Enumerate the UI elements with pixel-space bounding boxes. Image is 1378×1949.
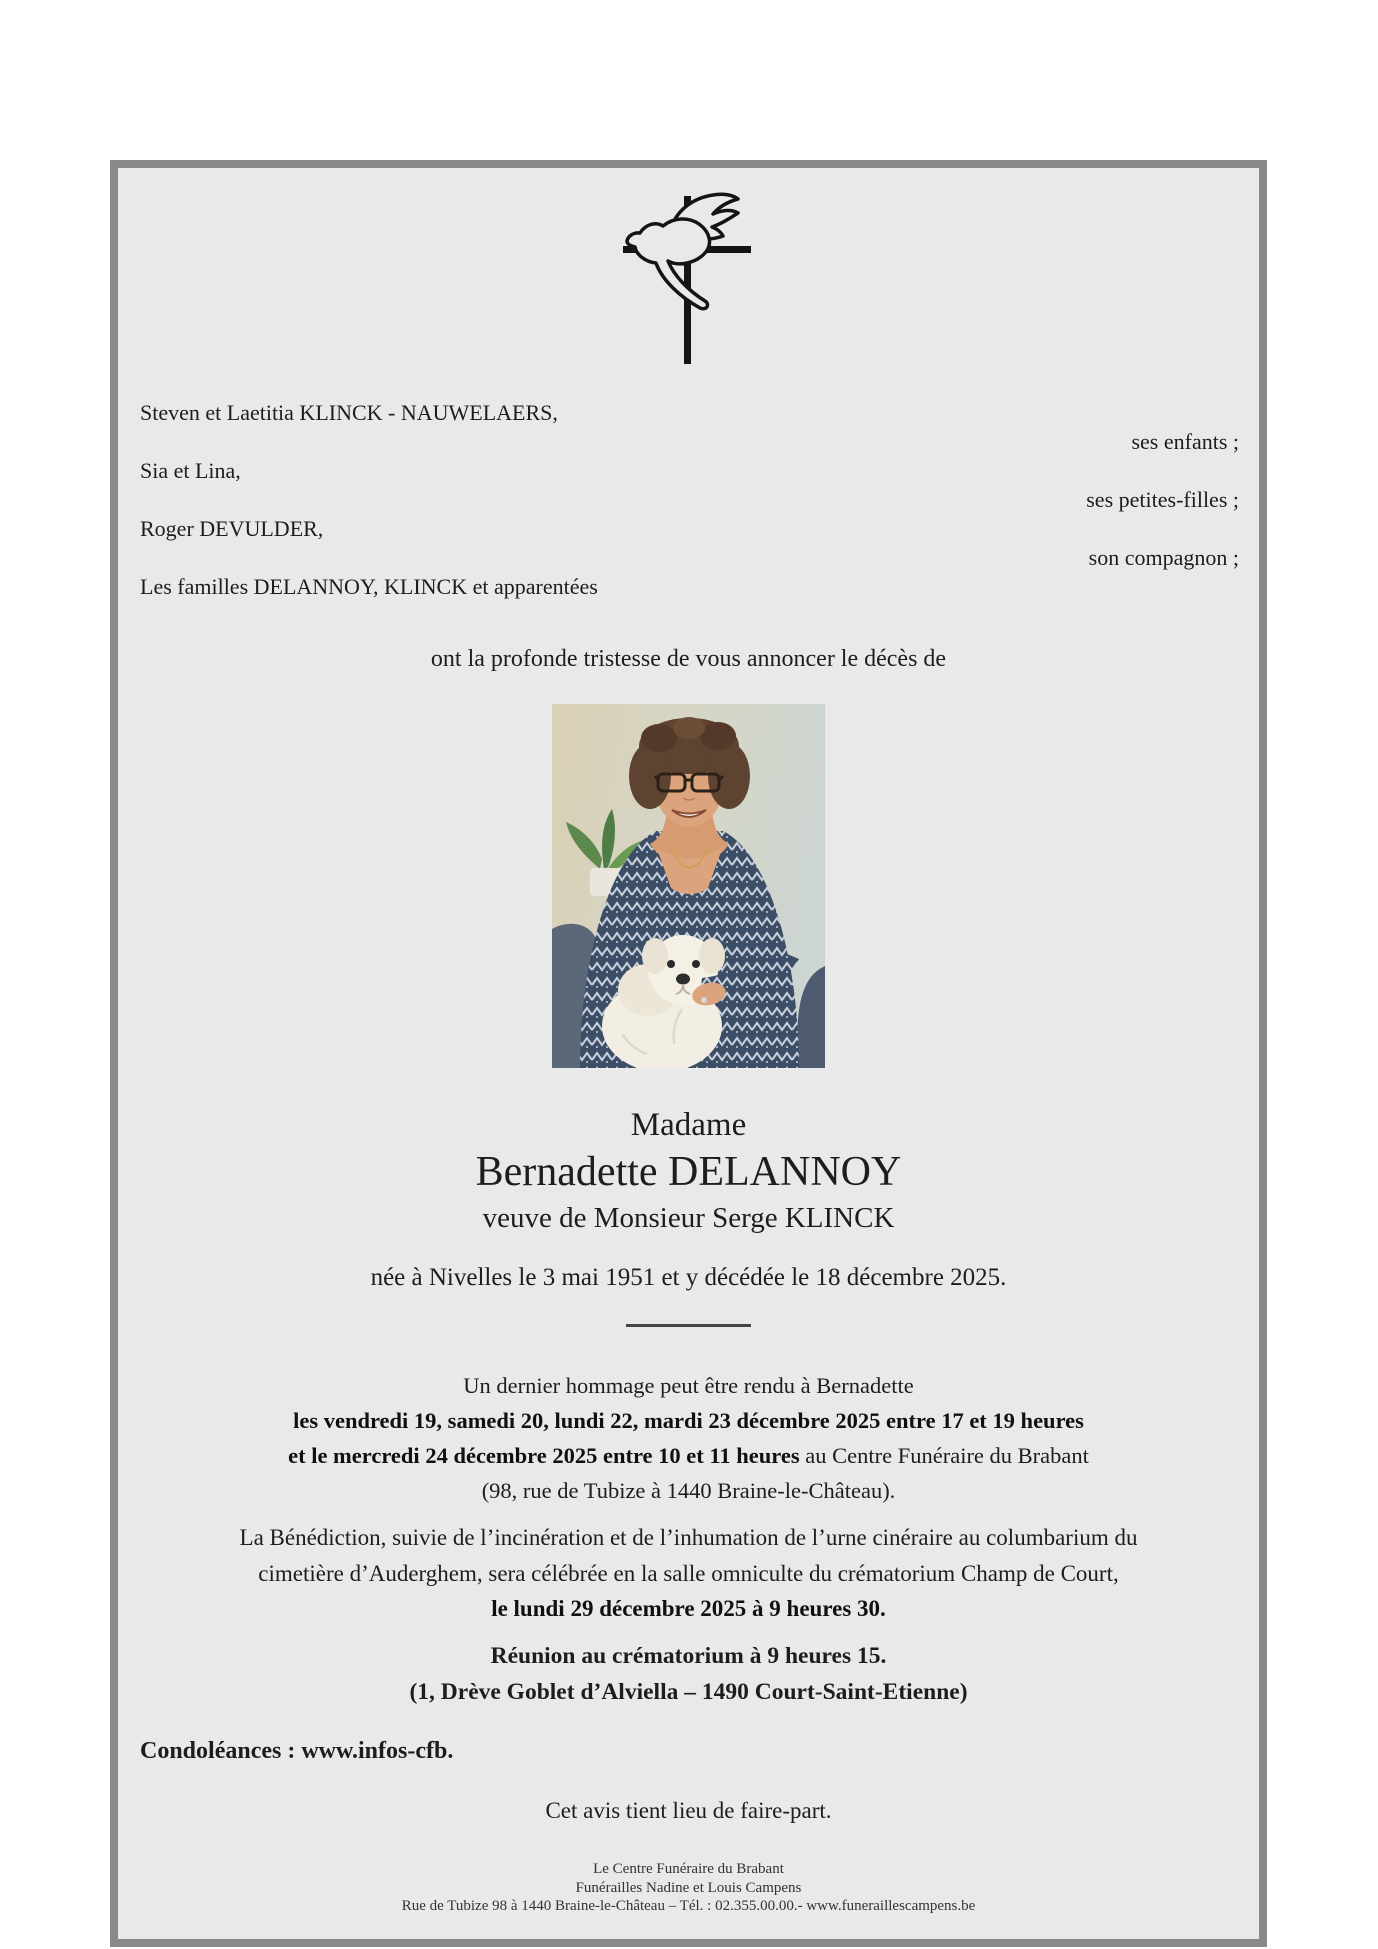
reunion-line: (1, Drève Goblet d’Alviella – 1490 Court-Saint-Etienne) xyxy=(409,1679,968,1705)
family-line: Les familles DELANNOY, KLINCK et apparentées xyxy=(140,574,598,599)
family-relation: ses petites-filles ; xyxy=(1086,487,1239,512)
homage-line: (98, rue de Tubize à 1440 Braine-le-Château). xyxy=(481,1478,896,1503)
homage-paragraph xyxy=(118,1368,1259,1508)
benediction-line: La Bénédiction, suivie de l’incinération et de l’inhumation de l’urne cinéraire au columbarium du xyxy=(239,1525,1138,1550)
separator-rule xyxy=(626,1324,751,1327)
family-list xyxy=(118,398,1259,601)
portrait-photo xyxy=(552,704,825,1068)
footer-line: Le Centre Funéraire du Brabant xyxy=(593,1861,784,1877)
homage-line: Un dernier hommage peut être rendu à Bernadette xyxy=(463,1373,914,1398)
family-line: Steven et Laetitia KLINCK - NAUWELAERS, xyxy=(140,400,558,425)
benediction-paragraph xyxy=(118,1520,1259,1627)
card-inner xyxy=(118,168,1259,1939)
footer-line: Rue de Tubize 98 à 1440 Braine-le-Château – Tél. : 02.355.00.00.- www.funeraillescampens.be xyxy=(401,1898,976,1914)
reunion-line: Réunion au crématorium à 9 heures 15. xyxy=(490,1643,887,1669)
life-dates: née à Nivelles le 3 mai 1951 et y décédée le 18 décembre 2025. xyxy=(370,1264,1007,1291)
notice-line: Cet avis tient lieu de faire-part. xyxy=(545,1798,832,1823)
deceased-name: Bernadette DELANNOY xyxy=(475,1149,902,1195)
deceased-block xyxy=(118,1104,1259,1238)
benediction-line: cimetière d’Auderghem, sera célébrée en la salle omniculte du crématorium Champ de Court, xyxy=(258,1560,1119,1586)
funeral-home-footer xyxy=(118,1860,1259,1916)
announcement-card xyxy=(110,160,1267,1947)
family-line: Sia et Lina, xyxy=(140,458,241,483)
family-relation: son compagnon ; xyxy=(1088,545,1239,570)
condolences-line: Condoléances : www.infos-cfb. xyxy=(140,1738,454,1764)
dove-cross-icon xyxy=(613,190,763,370)
family-line: Roger DEVULDER, xyxy=(140,516,324,541)
benediction-line: le lundi 29 décembre 2025 à 9 heures 30. xyxy=(491,1596,886,1621)
footer-line: Funérailles Nadine et Louis Campens xyxy=(575,1879,802,1896)
family-relation: ses enfants ; xyxy=(1131,429,1239,454)
deceased-title: Madame xyxy=(630,1107,747,1143)
reunion-paragraph xyxy=(118,1638,1259,1710)
deceased-relation: veuve de Monsieur Serge KLINCK xyxy=(482,1202,895,1234)
homage-line: les vendredi 19, samedi 20, lundi 22, mardi 23 décembre 2025 entre 17 et 19 heures xyxy=(293,1408,1084,1433)
homage-line: et le mercredi 24 décembre 2025 entre 10 et 11 heures au Centre Funéraire du Brabant xyxy=(288,1443,1089,1468)
announcement-text: ont la profonde tristesse de vous annoncer le décès de xyxy=(430,646,947,672)
